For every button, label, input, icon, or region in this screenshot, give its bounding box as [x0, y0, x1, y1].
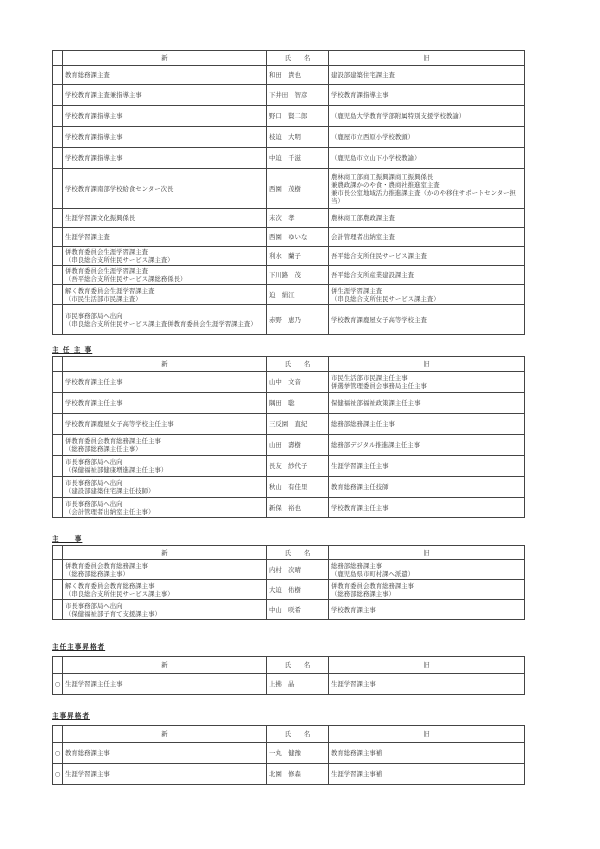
promotion-mark	[53, 560, 63, 580]
old-position-line: 教育総務課主任技師	[331, 483, 389, 491]
person-name: 枝迫 大明	[267, 127, 329, 148]
table-row	[53, 127, 525, 148]
old-position-cell	[329, 148, 525, 169]
old-position-cell	[329, 85, 525, 106]
old-position-line: （鹿児島大学教育学部附属特別支援学校教諭）	[331, 112, 466, 120]
new-position-cell	[63, 66, 267, 85]
new-position-line: 学校教育課指導主事	[65, 154, 123, 162]
new-position-line: 市長事務部局へ出向	[65, 601, 123, 610]
old-position-line: （串良総合支所住民サービス課主査）	[331, 294, 440, 303]
header-new: 新	[63, 51, 267, 66]
promotion-mark	[53, 247, 63, 266]
new-position-line: （串良総合支所住民サービス課主査）	[65, 256, 174, 264]
table-row	[53, 228, 525, 247]
promotion-mark	[53, 85, 63, 106]
promotion-mark	[53, 285, 63, 305]
table-row	[53, 743, 525, 764]
header-mark-cell	[53, 726, 63, 743]
new-position-line: （会計管理者出納室主任主事）	[65, 507, 155, 516]
new-position-line: 市長事務部局へ出向	[65, 499, 123, 508]
old-position-line: 吾平総合支所住民サービス課主査	[331, 252, 427, 260]
person-name: 利水 蘭子	[267, 247, 329, 266]
promotion-mark	[53, 414, 63, 435]
person-name: 下井田 智彦	[267, 85, 329, 106]
person-name: 中山 咲希	[267, 600, 329, 620]
old-position-line: 農林商工部農政課主査	[331, 214, 395, 222]
new-position-line: 併教育委員会生涯学習課主査	[65, 267, 149, 275]
person-name: 末次 孝	[267, 209, 329, 228]
personnel-table-chief-staff	[52, 356, 525, 518]
new-position-cell	[63, 85, 267, 106]
new-position-line: 教育総務課主査	[65, 71, 110, 79]
new-position-cell	[63, 169, 267, 209]
old-position-line: （鹿児島市立山下小学校教諭）	[331, 154, 421, 162]
new-position-cell	[63, 305, 267, 335]
old-position-cell	[329, 266, 525, 285]
old-position-cell	[329, 743, 525, 764]
old-position-line: （鹿屋市立西原小学校教頭）	[331, 133, 415, 141]
promotion-mark	[53, 106, 63, 127]
table-header-row	[53, 657, 525, 674]
old-position-line: （総務部総務課主事）	[331, 589, 395, 598]
new-position-line: （総務部総務課主任主事）	[65, 445, 142, 453]
new-position-cell	[63, 285, 267, 305]
promotion-mark	[53, 477, 63, 498]
old-position-line: 兼市長公室地域活力推進課主査（かのや移住サポートセンター担当）	[331, 188, 516, 205]
table-row	[53, 456, 525, 477]
header-mark-cell	[53, 357, 63, 372]
table-row	[53, 435, 525, 456]
header-mark-cell	[53, 546, 63, 560]
old-position-cell	[329, 674, 525, 695]
old-position-line: 総務部総務課主事	[331, 561, 383, 570]
person-name: 赤野 恵乃	[267, 305, 329, 335]
person-name: 野口 賢二郎	[267, 106, 329, 127]
table-row	[53, 764, 525, 785]
person-name: 大迫 佑樹	[267, 580, 329, 600]
new-position-line: 生涯学習課主事	[65, 770, 110, 778]
person-name: 一丸 健豫	[267, 743, 329, 764]
old-position-cell	[329, 209, 525, 228]
new-position-line: （保健福祉部健康増進課主任主事）	[65, 466, 168, 474]
new-position-line: 生涯学習課主任主事	[65, 680, 123, 688]
promotion-mark: ○	[53, 764, 63, 785]
promotion-mark	[53, 266, 63, 285]
new-position-cell	[63, 764, 267, 785]
table-row	[53, 498, 525, 518]
person-name: 秋山 有佳里	[267, 477, 329, 498]
old-position-line: 農林商工部商工振興課商工振興係長	[331, 172, 434, 181]
new-position-line: 学校教育課主任主事	[65, 378, 123, 386]
table-row	[53, 580, 525, 600]
personnel-table-staff	[52, 545, 525, 620]
new-position-cell	[63, 414, 267, 435]
personnel-table-promoted-chief-staff	[52, 656, 525, 695]
new-position-cell	[63, 498, 267, 518]
table-row	[53, 148, 525, 169]
person-name: 山田 壽樹	[267, 435, 329, 456]
header-old: 旧	[329, 726, 525, 743]
personnel-table-promoted-staff	[52, 725, 525, 785]
new-position-line: （市民生活部市民課主査）	[65, 294, 142, 303]
table-row	[53, 106, 525, 127]
person-name: 下川路 茂	[267, 266, 329, 285]
new-position-cell	[63, 580, 267, 600]
new-position-line: 解く教育委員会生涯学習課主査	[65, 286, 155, 295]
old-position-cell	[329, 477, 525, 498]
new-position-cell	[63, 247, 267, 266]
new-position-cell	[63, 127, 267, 148]
old-position-line: 併選挙管理委員会事務局主任主事	[331, 382, 427, 390]
table-row	[53, 305, 525, 335]
old-position-cell	[329, 560, 525, 580]
person-name: 内村 次晴	[267, 560, 329, 580]
promotion-mark	[53, 372, 63, 393]
promotion-mark	[53, 305, 63, 335]
new-position-line: 学校教育課指導主事	[65, 133, 123, 141]
new-position-cell	[63, 228, 267, 247]
new-position-line: 市民事務部局へ出向	[65, 311, 123, 320]
table-row	[53, 560, 525, 580]
new-position-line: 生涯学習課主査	[65, 233, 110, 241]
new-position-cell	[63, 148, 267, 169]
header-name: 氏 名	[267, 546, 329, 560]
table-row	[53, 414, 525, 435]
promotion-mark	[53, 498, 63, 518]
person-name: 三反園 直紀	[267, 414, 329, 435]
old-position-line: 市民生活部市民課主任主事	[331, 374, 408, 382]
new-position-cell	[63, 560, 267, 580]
table-row	[53, 674, 525, 695]
old-position-line: 建設部建築住宅課主査	[331, 71, 395, 79]
table-row	[53, 600, 525, 620]
old-position-line: 学校教育課主任主事	[331, 503, 389, 512]
new-position-cell	[63, 209, 267, 228]
old-position-cell	[329, 228, 525, 247]
new-position-cell	[63, 674, 267, 695]
new-position-line: 併教育委員会生涯学習課主査	[65, 248, 149, 256]
old-position-line: 学校教育課指導主事	[331, 91, 389, 99]
new-position-line: （串良総合支所住民サービス課主査併教育委員会生涯学習課主査）	[65, 319, 257, 328]
person-name: 西園 ゆいな	[267, 228, 329, 247]
promotion-mark	[53, 393, 63, 414]
old-position-line: 総務部総務課主任主事	[331, 420, 395, 428]
section-title-chief-staff: 主 任 主 事	[52, 346, 93, 354]
table-header-row	[53, 726, 525, 743]
section-title-promoted-chief-staff: 主任主事昇格者	[52, 643, 106, 651]
new-position-line: 併教育委員会教育総務課主任主事	[65, 437, 161, 445]
old-position-line: 学校教育課主事	[331, 605, 376, 614]
header-name: 氏 名	[267, 657, 329, 674]
old-position-cell	[329, 127, 525, 148]
old-position-cell	[329, 247, 525, 266]
new-position-line: （総務部総務課主事）	[65, 569, 129, 578]
promotion-mark	[53, 580, 63, 600]
old-position-cell	[329, 414, 525, 435]
promotion-mark	[53, 456, 63, 477]
header-name: 氏 名	[267, 726, 329, 743]
new-position-line: （建設部建築住宅課主任技師）	[65, 487, 155, 495]
new-position-line: 学校教育課南部学校給食センター次長	[65, 184, 174, 193]
old-position-line: 学校教育課鹿屋女子高等学校主査	[331, 315, 427, 324]
new-position-cell	[63, 435, 267, 456]
person-name: 上拂 晶	[267, 674, 329, 695]
header-new: 新	[63, 726, 267, 743]
table-row	[53, 169, 525, 209]
old-position-cell	[329, 456, 525, 477]
new-position-line: 併教育委員会教育総務課主事	[65, 561, 149, 570]
new-position-line: 学校教育課主査兼指導主事	[65, 91, 142, 99]
old-position-line: 生涯学習課主事補	[331, 770, 383, 778]
new-position-line: 市長事務部局へ出向	[65, 479, 123, 487]
old-position-cell	[329, 393, 525, 414]
new-position-line: 生涯学習課文化振興係長	[65, 214, 136, 222]
table-row	[53, 247, 525, 266]
table-row	[53, 85, 525, 106]
old-position-line: 吾平総合支所産業建設課主査	[331, 271, 415, 279]
promotion-mark	[53, 127, 63, 148]
new-position-cell	[63, 743, 267, 764]
old-position-cell	[329, 305, 525, 335]
old-position-cell	[329, 372, 525, 393]
new-position-line: 学校教育課指導主事	[65, 112, 123, 120]
table-row	[53, 477, 525, 498]
new-position-cell	[63, 372, 267, 393]
table-header-row	[53, 546, 525, 560]
header-old: 旧	[329, 51, 525, 66]
promotion-mark: ○	[53, 674, 63, 695]
new-position-line: 学校教育課鹿屋女子高等学校主任主事	[65, 420, 174, 428]
old-position-cell	[329, 498, 525, 518]
new-position-cell	[63, 477, 267, 498]
table-row	[53, 266, 525, 285]
person-name: 迫 絹江	[267, 285, 329, 305]
old-position-line: 兼農政課かのや食・農商社推進室主査	[331, 180, 440, 189]
old-position-cell	[329, 106, 525, 127]
promotion-mark: ○	[53, 743, 63, 764]
person-name: 新保 裕也	[267, 498, 329, 518]
promotion-mark	[53, 209, 63, 228]
promotion-mark	[53, 169, 63, 209]
header-new: 新	[63, 357, 267, 372]
header-old: 旧	[329, 546, 525, 560]
new-position-cell	[63, 266, 267, 285]
new-position-line: 市長事務部局へ出向	[65, 458, 123, 466]
section-title-staff: 主 事	[52, 535, 83, 543]
new-position-line: 教育総務課主事	[65, 749, 110, 757]
header-old: 旧	[329, 657, 525, 674]
old-position-cell	[329, 66, 525, 85]
table-row	[53, 285, 525, 305]
old-position-line: 併生涯学習課主査	[331, 286, 383, 295]
promotion-mark	[53, 600, 63, 620]
new-position-line: 学校教育課主任主事	[65, 399, 123, 407]
person-name: 隅田 聡	[267, 393, 329, 414]
header-new: 新	[63, 657, 267, 674]
old-position-cell	[329, 764, 525, 785]
person-name: 西園 茂樹	[267, 169, 329, 209]
new-position-cell	[63, 600, 267, 620]
old-position-cell	[329, 435, 525, 456]
old-position-line: 併教育委員会教育総務課主事	[331, 581, 415, 590]
table-row	[53, 209, 525, 228]
person-name: 長友 紗代子	[267, 456, 329, 477]
promotion-mark	[53, 66, 63, 85]
promotion-mark	[53, 435, 63, 456]
promotion-mark	[53, 228, 63, 247]
new-position-line: （串良総合支所住民サービス課主事）	[65, 589, 174, 598]
new-position-line: （保健福祉部子育て支援課主事）	[65, 609, 161, 618]
section-title-promoted-staff: 主事昇格者	[52, 712, 90, 720]
person-name: 和田 貴也	[267, 66, 329, 85]
new-position-cell	[63, 393, 267, 414]
old-position-line: 会計管理者出納室主査	[331, 233, 395, 241]
new-position-line: 解く教育委員会教育総務課主事	[65, 581, 155, 590]
table-header-row	[53, 357, 525, 372]
person-name: 中迫 千滋	[267, 148, 329, 169]
old-position-cell	[329, 285, 525, 305]
old-position-line: 生涯学習課主事	[331, 680, 376, 688]
old-position-cell	[329, 600, 525, 620]
new-position-cell	[63, 456, 267, 477]
personnel-table-main	[52, 50, 525, 335]
old-position-line: 教育総務課主事補	[331, 749, 383, 757]
header-mark-cell	[53, 51, 63, 66]
old-position-line: 総務部デジタル推進課主任主事	[331, 441, 421, 449]
header-mark-cell	[53, 657, 63, 674]
table-row	[53, 372, 525, 393]
old-position-line: 生涯学習課主任主事	[331, 462, 389, 470]
new-position-cell	[63, 106, 267, 127]
header-name: 氏 名	[267, 51, 329, 66]
old-position-cell	[329, 580, 525, 600]
new-position-line: （吾平総合支所住民サービス課総務係長）	[65, 275, 187, 283]
table-row	[53, 393, 525, 414]
header-name: 氏 名	[267, 357, 329, 372]
old-position-line: 保健福祉部福祉政策課主任主事	[331, 399, 421, 407]
promotion-mark	[53, 148, 63, 169]
old-position-line: （鹿児島県市町村課へ派遣）	[331, 569, 415, 578]
table-row	[53, 66, 525, 85]
table-header-row	[53, 51, 525, 66]
person-name: 北園 修森	[267, 764, 329, 785]
header-old: 旧	[329, 357, 525, 372]
header-new: 新	[63, 546, 267, 560]
person-name: 山中 文音	[267, 372, 329, 393]
old-position-cell	[329, 169, 525, 209]
